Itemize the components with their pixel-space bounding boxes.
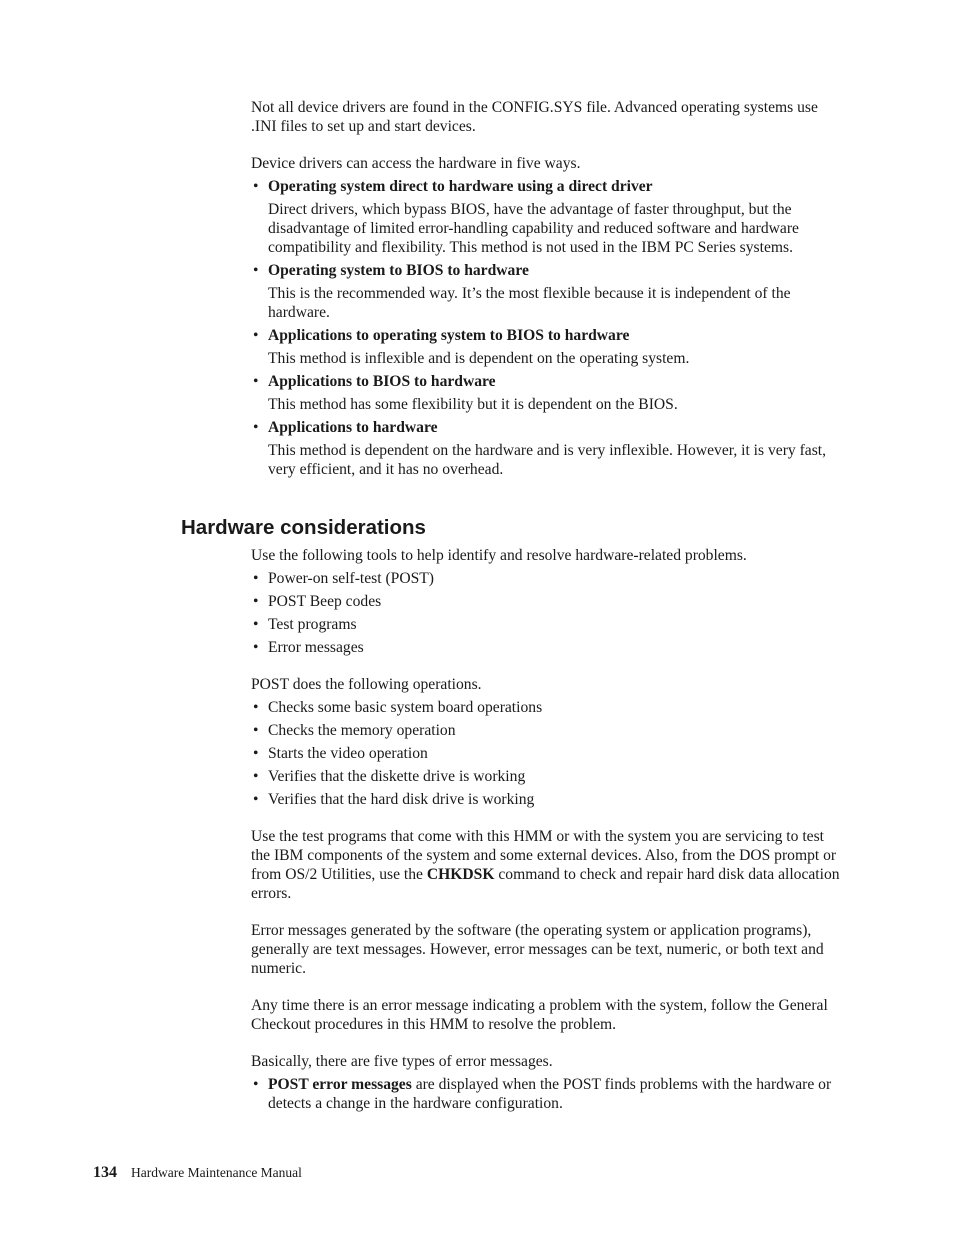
list-item-label: Checks some basic system board operations <box>268 699 543 716</box>
list-item-label: Verifies that the hard disk drive is working <box>268 791 535 808</box>
list-item-label: Verifies that the diskette drive is working <box>268 768 526 785</box>
bullet-icon: • <box>253 593 259 610</box>
list-item <box>251 744 841 763</box>
method-title: Applications to hardware <box>268 419 438 436</box>
method-title: Applications to BIOS to hardware <box>268 373 496 390</box>
error-type-title: POST error messages <box>268 1076 412 1093</box>
bullet-icon: • <box>253 616 259 633</box>
list-item <box>251 615 841 634</box>
intro-paragraph: Not all device drivers are found in the CONFIG.SYS file. Advanced operating systems use .INI files to set up and start devices. <box>251 99 818 135</box>
method-description: This method has some flexibility but it is dependent on the BIOS. <box>268 396 678 413</box>
error-messages-paragraph: Error messages generated by the software (the operating system or application programs), generally are text messages. However, error messages can be text, numeric, or both text and numeric. <box>251 922 824 977</box>
error-type-description: are displayed when the POST finds problems with the hardware or detects a change in the hardware configuration. <box>268 1076 832 1112</box>
method-description: Direct drivers, which bypass BIOS, have the advantage of faster throughput, but the disadvantage of limited error-handling capability and reduced software and hardware compatibility and flexibility. This method is not used in the IBM PC Series systems. <box>268 201 799 256</box>
list-item-label: Checks the memory operation <box>268 722 456 739</box>
list-item <box>251 721 841 740</box>
bullet-icon: • <box>253 699 259 716</box>
list-item <box>251 372 841 414</box>
list-item <box>251 1075 841 1113</box>
post-lead: POST does the following operations. <box>251 676 482 693</box>
method-description: This method is inflexible and is dependent on the operating system. <box>268 350 690 367</box>
bullet-icon: • <box>253 570 259 587</box>
bullet-icon: • <box>253 791 259 808</box>
list-item-label: Power-on self-test (POST) <box>268 570 434 587</box>
list-item <box>251 767 841 786</box>
method-description: This method is dependent on the hardware and is very inflexible. However, it is very fast, very efficient, and it has no overhead. <box>268 442 826 478</box>
bullet-icon: • <box>253 1076 259 1093</box>
test-programs-paragraph <box>251 827 841 903</box>
bullet-icon: • <box>253 419 259 436</box>
section-lead: Use the following tools to help identify and resolve hardware-related problems. <box>251 547 747 564</box>
command-name: CHKDSK <box>426 866 495 883</box>
list-item-label: Error messages <box>268 639 364 656</box>
footer-title: Hardware Maintenance Manual <box>131 1165 302 1180</box>
bullet-icon: • <box>253 639 259 656</box>
bullet-icon: • <box>253 327 259 344</box>
section-heading: Hardware considerations <box>181 516 426 539</box>
list-item <box>251 698 841 717</box>
list-item-label: Starts the video operation <box>268 745 428 762</box>
section-body <box>251 546 841 1113</box>
page-number: 134 <box>93 1164 117 1181</box>
bullet-icon: • <box>253 178 259 195</box>
method-description: This is the recommended way. It’s the most flexible because it is independent of the hardware. <box>268 285 791 321</box>
intro-paragraph: Device drivers can access the hardware in five ways. <box>251 155 581 172</box>
paragraph-text: Use the test programs that come with this HMM or with the system you are servicing to test the IBM components of the system and some external devices. Also, from the DOS prompt or from OS/2 Utilities, use the <box>251 828 837 883</box>
list-item <box>251 177 841 257</box>
error-types-lead: Basically, there are five types of error messages. <box>251 1053 553 1070</box>
tools-list <box>251 569 841 657</box>
bullet-icon: • <box>253 745 259 762</box>
list-item <box>251 418 841 479</box>
list-item <box>251 326 841 368</box>
bullet-icon: • <box>253 262 259 279</box>
method-title: Operating system to BIOS to hardware <box>268 262 529 279</box>
bullet-icon: • <box>253 373 259 390</box>
list-item <box>251 569 841 588</box>
driver-method-list <box>251 177 841 479</box>
list-item-label: Test programs <box>268 616 357 633</box>
method-title: Operating system direct to hardware using a direct driver <box>268 178 653 195</box>
list-item-label: POST Beep codes <box>268 593 382 610</box>
list-item <box>251 638 841 657</box>
error-types-list <box>251 1075 841 1113</box>
post-operations-list <box>251 698 841 809</box>
paragraph-text: command to check and repair hard disk data allocation errors. <box>251 866 840 902</box>
bullet-icon: • <box>253 722 259 739</box>
method-title: Applications to operating system to BIOS to hardware <box>268 327 630 344</box>
page-footer <box>93 1164 302 1182</box>
list-item <box>251 592 841 611</box>
list-item <box>251 261 841 322</box>
intro-block <box>251 98 841 479</box>
checkout-paragraph: Any time there is an error message indicating a problem with the system, follow the General Checkout procedures in this HMM to resolve the problem. <box>251 997 828 1033</box>
list-item <box>251 790 841 809</box>
bullet-icon: • <box>253 768 259 785</box>
